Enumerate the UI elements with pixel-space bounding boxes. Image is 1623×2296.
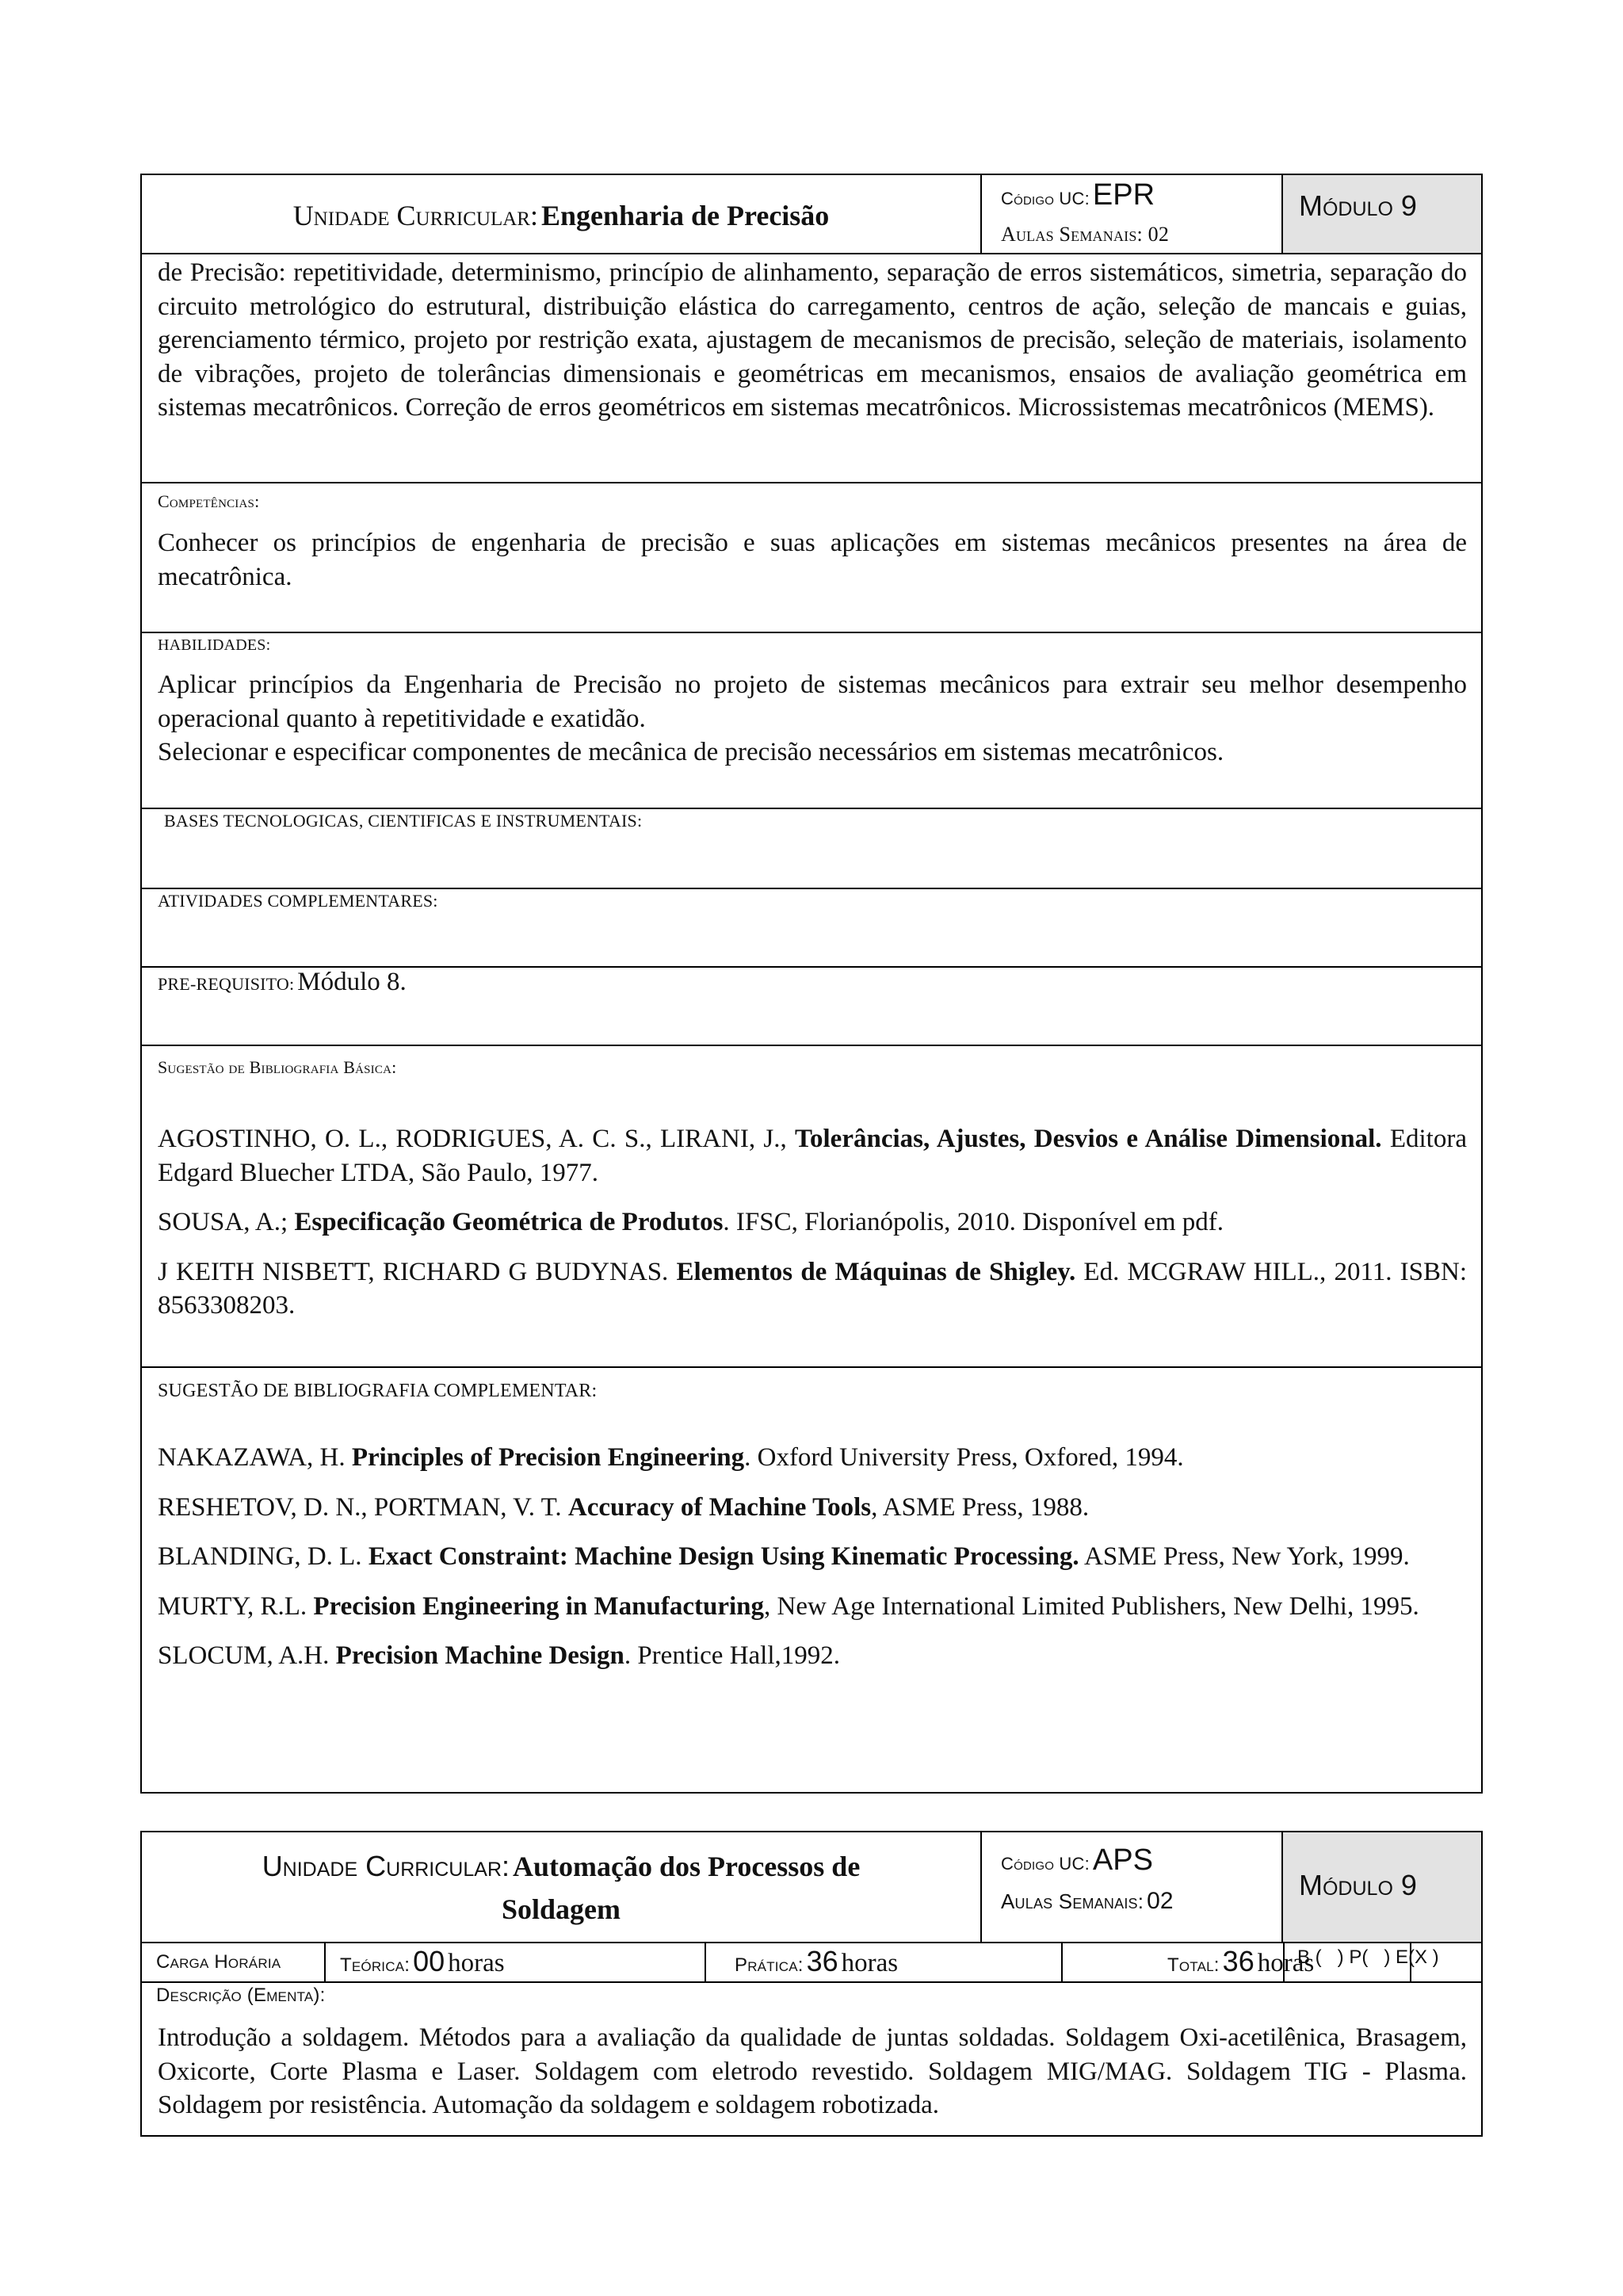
complementary-bibliography-label: SUGESTÃO DE BIBLIOGRAFIA COMPLEMENTAR: [158, 1381, 598, 1401]
skill-item: Selecionar e especificar componentes de mecânica de precisão necessários em sistemas mecatrônicos. [158, 738, 1224, 766]
practice-hours-value: 36 [806, 1945, 838, 1977]
skills-section [142, 633, 1481, 809]
theory-hours-value: 00 [413, 1945, 445, 1977]
theory-hours-cell [326, 1943, 706, 1981]
technological-bases-label: BASES TECNOLOGICAS, CIENTIFICAS E INSTRUMENTAIS: [164, 811, 643, 831]
unit-code: EPR [1092, 178, 1155, 212]
module-label: Módulo 9 [1299, 189, 1417, 222]
curricular-unit-table-aps [140, 1831, 1483, 2137]
module-label: Módulo 9 [1299, 1869, 1417, 1901]
description-text: Introdução a soldagem. Métodos para a avaliação da qualidade de juntas soldadas. Soldagem Oxi-acetilênica, Brasagem, Oxicorte, Corte Plasma e Laser. Soldagem com eletrodo revestido. Soldagem MIG/MAG. Soldagem TIG - Plasma. Soldagem por resistência. Automação da soldagem e soldagem robotizada. [158, 2023, 1467, 2119]
bibliography-entry: AGOSTINHO, O. L., RODRIGUES, A. C. S., LIRANI, J., Tolerâncias, Ajustes, Desvios e Análise Dimensional. Editora Edgard Bluecher LTDA, São Paulo, 1977. [158, 1125, 1467, 1187]
practice-label: Prática: [735, 1954, 804, 1976]
skills-label: HABILIDADES: [158, 636, 271, 654]
course-type: B ( ) P( ) E(X ) [1297, 1946, 1439, 1968]
theory-hours-unit: horas [448, 1949, 505, 1977]
unit-code: APS [1092, 1843, 1153, 1877]
complementary-bibliography-list [158, 1441, 1467, 1689]
total-label: Total: [1167, 1954, 1220, 1976]
unit-code-cell [982, 1832, 1283, 1942]
basic-bibliography-label: Sugestão de Bibliografia Básica: [158, 1057, 397, 1077]
weekly-classes: Aulas Semanais: 02 [1001, 223, 1170, 246]
total-hours-unit: horas [1257, 1949, 1315, 1977]
unit-title-line1: Automação dos Processos de [513, 1851, 861, 1882]
unit-header-row [142, 175, 1481, 254]
prerequisite-section [142, 968, 1481, 1046]
unit-title-cell [142, 1832, 982, 1942]
bibliography-entry: SLOCUM, A.H. Precision Machine Design. Prentice Hall,1992. [158, 1641, 841, 1670]
complementary-activities-section [142, 889, 1481, 968]
curricular-unit-table-epr [140, 174, 1483, 1794]
theory-label: Teórica: [340, 1954, 411, 1976]
description-section [142, 1983, 1481, 2135]
workload-row [142, 1943, 1481, 1983]
practice-hours-cell [706, 1943, 1063, 1981]
unit-label: Unidade Curricular: [262, 1850, 510, 1882]
competencies-text: Conhecer os princípios de engenharia de precisão e suas aplicações em sistemas mecânicos presentes na área de mecatrônica. [158, 529, 1467, 591]
module-cell [1283, 175, 1481, 253]
prerequisite-label: PRE-REQUISITO: [158, 974, 295, 994]
unit-header-row [142, 1832, 1481, 1943]
description-continued [142, 254, 1481, 483]
skill-item: Aplicar princípios da Engenharia de Precisão no projeto de sistemas mecânicos para extrair seu melhor desempenho operacional quanto à repetitividade e exatidão. [158, 670, 1467, 733]
complementary-activities-label: ATIVIDADES COMPLEMENTARES: [158, 891, 438, 911]
basic-bibliography-list [158, 1122, 1467, 1339]
total-hours-value: 36 [1222, 1945, 1254, 1977]
basic-bibliography-section [142, 1046, 1481, 1368]
bibliography-entry: BLANDING, D. L. Exact Constraint: Machine Design Using Kinematic Processing. ASME Press, New York, 1999. [158, 1542, 1410, 1571]
unit-title: Engenharia de Precisão [540, 200, 830, 231]
weekly-classes-label: Aulas Semanais: [1001, 1889, 1144, 1913]
bibliography-entry: SOUSA, A.; Especificação Geométrica de Produtos. IFSC, Florianópolis, 2010. Disponível em pdf. [158, 1208, 1224, 1236]
bibliography-entry: RESHETOV, D. N., PORTMAN, V. T. Accuracy of Machine Tools, ASME Press, 1988. [158, 1492, 1090, 1522]
bibliography-entry: J KEITH NISBETT, RICHARD G BUDYNAS. Elementos de Máquinas de Shigley. Ed. MCGRAW HILL., 2011. ISBN: 8563308203. [158, 1257, 1468, 1320]
code-label: Código UC: [1001, 1854, 1090, 1874]
workload-label-cell [142, 1943, 326, 1981]
unit-title-cell [142, 175, 982, 253]
unit-title-line2: Soldagem [501, 1893, 621, 1925]
competencies-label: Competências: [158, 491, 260, 511]
prerequisite-value: Módulo 8. [297, 968, 407, 996]
skills-text [158, 668, 1467, 770]
practice-hours-unit: horas [841, 1949, 899, 1977]
complementary-bibliography-section [142, 1368, 1481, 1792]
weekly-classes-value: 02 [1147, 1888, 1174, 1914]
workload-label: Carga Horária [156, 1951, 281, 1973]
bibliography-entry: NAKAZAWA, H. Principles of Precision Engineering. Oxford University Press, Oxfored, 1994. [158, 1443, 1184, 1472]
competencies-section [142, 483, 1481, 633]
bibliography-entry: MURTY, R.L. Precision Engineering in Manufacturing, New Age International Limited Publishers, New Delhi, 1995. [158, 1591, 1419, 1621]
code-label: Código UC: [1001, 189, 1090, 208]
description-label: Descrição (Ementa): [156, 1985, 326, 2006]
description-text: de Precisão: repetitividade, determinismo, princípio de alinhamento, separação de erros sistemáticos, simetria, separação do circuito metrológico do estrutural, distribuição elástica do carregamento, centros de ação, seleção de mancais e guias, gerenciamento térmico, projeto por restrição exata, ajustagem de mecanismos de precisão, seleção de materiais, isolamento de vibrações, projeto de tolerâncias dimensionais e geométricas em mecanismos, ensaios de avaliação geométrica em sistemas mecatrônicos. Correção de erros geométricos em sistemas mecatrônicos. Microssistemas mecatrônicos (MEMS). [158, 258, 1467, 422]
unit-code-cell [982, 175, 1283, 253]
type-cell [1283, 1943, 1481, 1981]
module-cell [1283, 1832, 1481, 1942]
technological-bases-section [142, 809, 1481, 889]
unit-label: Unidade Curricular: [292, 200, 538, 231]
